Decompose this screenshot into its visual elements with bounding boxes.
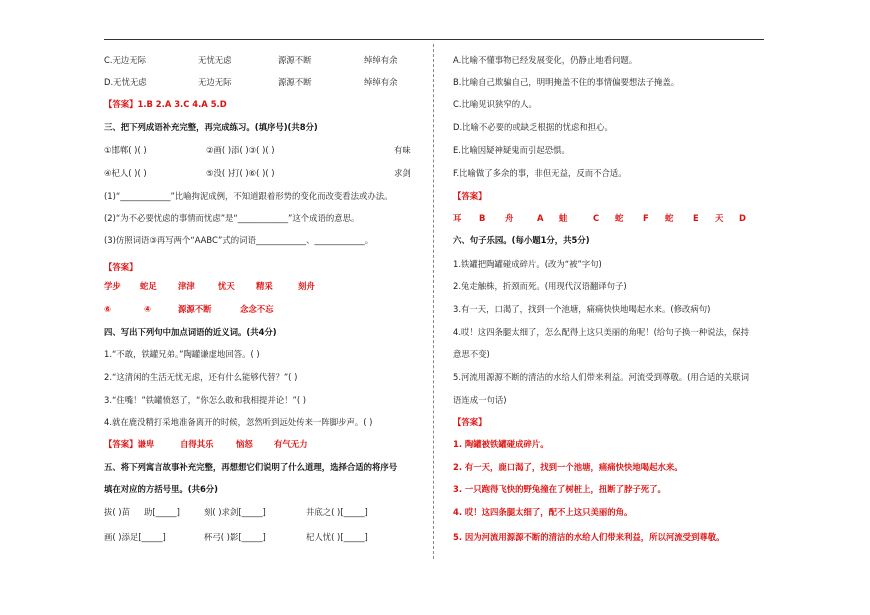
sec3-row2-b: ⑤没( )打( )⑥( )( ) (206, 168, 275, 178)
section-3-title: 三、把下列成语补充完整，再完成练习。(填序号)(共8分) (104, 122, 318, 132)
meaning-a: A.比喻不懂事物已经发展变化，仍静止地看问题。 (453, 55, 638, 65)
answer-5-item: 舟 (505, 213, 514, 223)
meaning-e: E.比喻因疑神疑鬼而引起恐惧。 (453, 145, 570, 155)
answer-6-1: 1. 陶罐被铁罐碰成碎片。 (453, 439, 549, 449)
option-c-row (104, 54, 422, 66)
answer-5-item: A (537, 213, 544, 223)
answer-3-item: 津津 (178, 281, 195, 291)
option-c-c: 源源不断 (278, 55, 312, 65)
answer-5-item: C (593, 213, 600, 223)
answer-5-item: 蛇 (615, 213, 624, 223)
answer-4-item: 自得其乐 (180, 439, 214, 449)
option-d-b: 无边无际 (198, 77, 232, 87)
sec3-row2-c: 求剑 (394, 168, 411, 178)
sec3-row1-c: 有味 (394, 145, 411, 155)
answer-5-item: B (479, 213, 486, 223)
sec6-q4a: 4.哎！这四条腿太细了，怎么配得上这只美丽的角呢！(给句子换一种说法，保持 (453, 327, 750, 337)
sec5-item: 刻( )求剑[_____] (204, 507, 266, 517)
answer-6-4: 4. 哎！这四条腿太细了，配不上这只美丽的角。 (453, 507, 633, 517)
sec5-item: 杞人忧( )[_____] (306, 532, 368, 542)
option-d-label: D.无忧无虑 (104, 77, 147, 87)
answer-5-row (453, 212, 765, 224)
sec3-row2-a: ④杞人( )( ) (104, 168, 147, 178)
section-5-title: 五、将下列寓言故事补充完整，再想想它们说明了什么道理，选择合适的将序号 (104, 462, 398, 472)
answer-3-row2 (104, 303, 422, 315)
answer-3-label: 【答案】 (104, 262, 138, 272)
sec3-row2 (104, 167, 422, 179)
answer-5-label: 【答案】 (453, 191, 487, 201)
option-d-c: 源源不断 (278, 77, 312, 87)
answer-5-item: 天 (715, 213, 724, 223)
meaning-f: F.比喻做了多余的事，非但无益，反而不合适。 (453, 168, 627, 178)
answer-3b-item: ⑥ (104, 304, 112, 314)
section-5-title-2: 填在对应的方括号里。(共6分) (104, 484, 218, 494)
sec3-row1-a: ①邯郸( )( ) (104, 145, 147, 155)
column-divider (433, 44, 434, 559)
sec3-q3: (3)仿照词语③再写两个“AABC”式的词语____________、____________。 (104, 235, 374, 245)
answer-6-label: 【答案】 (453, 417, 487, 427)
sec5-row1 (104, 506, 422, 518)
answer-4-item: 恼怒 (236, 439, 253, 449)
sec3-q1: (1)“____________”比喻拘泥成例，不知道跟着形势的变化而改变看法或办法。 (104, 191, 393, 201)
answer-6-2: 2. 有一天，鹿口渴了，找到一个池塘，痛痛快快地喝起水来。 (453, 462, 683, 472)
sec4-q1: 1.“不敢，铁罐兄弟。”陶罐谦虚地回答。( ) (104, 349, 260, 359)
sec3-row1-b: ②画( )添( )③( )( ) (206, 145, 275, 155)
option-d-d: 绰绰有余 (364, 77, 398, 87)
sec4-q4: 4.就在鹿没精打采地准备离开的时候，忽然听到远处传来一阵脚步声。( ) (104, 417, 373, 427)
answer-5-item: D (739, 213, 746, 223)
sec4-q3: 3.“住嘴！”铁罐愤怒了，“你怎么敢和我相提并论！”( ) (104, 395, 307, 405)
sec5-item: 井底之( )[_____] (306, 507, 368, 517)
answer-3-row1 (104, 280, 422, 292)
option-d-row (104, 76, 422, 88)
sec6-q3: 3.有一天，口渴了，找到一个池塘，痛痛快快地喝起水来。(修改病句) (453, 304, 711, 314)
sec6-q2: 2.兔走触株，折颈而死。(用现代汉语翻译句子) (453, 281, 627, 291)
answer-1: 【答案】1.B 2.A 3.C 4.A 5.D (104, 99, 227, 109)
sec5-item: 助[_____] (144, 507, 180, 517)
answer-5-item: E (693, 213, 699, 223)
sec6-q5b: 语连成一句话) (453, 395, 507, 405)
meaning-b: B.比喻自己欺骗自己，明明掩盖不住的事情偏要想法子掩盖。 (453, 77, 680, 87)
sec5-item: 画( )添足[_____] (104, 532, 166, 542)
answer-4-item: 【答案】谦卑 (104, 439, 155, 449)
answer-5-item: 蛙 (559, 213, 568, 223)
sec6-q1: 1.铁罐把陶罐碰成碎片。(改为“被”字句) (453, 259, 602, 269)
answer-6-5: 5. 因为河流用源源不断的清洁的水给人们带来利益，所以河流受到尊敬。 (453, 532, 725, 542)
answer-4-item: 有气无力 (274, 439, 308, 449)
sec6-q5a: 5.河流用源源不断的清洁的水给人们带来利益。河流受到尊敬。(用合适的关联词 (453, 372, 750, 382)
answer-4-row (104, 438, 422, 450)
header-rule (104, 39, 764, 40)
answer-3-item: 刻舟 (298, 281, 315, 291)
answer-3b-item: 念念不忘 (240, 304, 274, 314)
answer-3-item: 学步 (104, 281, 121, 291)
answer-5-item: F (643, 213, 649, 223)
option-c-label: C.无边无际 (104, 55, 147, 65)
sec6-q4b: 意思不变) (453, 349, 490, 359)
option-c-d: 绰绰有余 (364, 55, 398, 65)
section-6-title: 六、句子乐园。(每小题1分，共5分) (453, 235, 590, 245)
answer-5-item: 蛇 (665, 213, 674, 223)
meaning-c: C.比喻见识狭窄的人。 (453, 99, 537, 109)
sec4-q2: 2.“这清闲的生活无忧无虑，还有什么能够代替？”( ) (104, 372, 298, 382)
answer-3-item: 精采 (256, 281, 273, 291)
sec5-item: 杯弓( )影[_____] (204, 532, 266, 542)
answer-3b-item: 源源不断 (178, 304, 212, 314)
answer-5-item: 耳 (453, 213, 462, 223)
option-c-b: 无忧无虑 (198, 55, 232, 65)
sec5-row2 (104, 531, 422, 543)
sec3-q2: (2)“为不必要忧虑的事情而忧虑”是“____________”这个成语的意思。 (104, 213, 360, 223)
sec3-row1 (104, 144, 422, 156)
meaning-d: D.比喻不必要的或缺乏根据的忧虑和担心。 (453, 122, 613, 132)
section-4-title: 四、写出下列句中加点词语的近义词。(共4分) (104, 327, 277, 337)
answer-3-item: 蛇足 (140, 281, 157, 291)
sec5-item: 拔( )苗 (104, 507, 130, 517)
answer-3-item: 忧天 (218, 281, 235, 291)
answer-3b-item: ④ (144, 304, 152, 314)
answer-6-3: 3. 一只跑得飞快的野兔撞在了树桩上，扭断了脖子死了。 (453, 484, 666, 494)
